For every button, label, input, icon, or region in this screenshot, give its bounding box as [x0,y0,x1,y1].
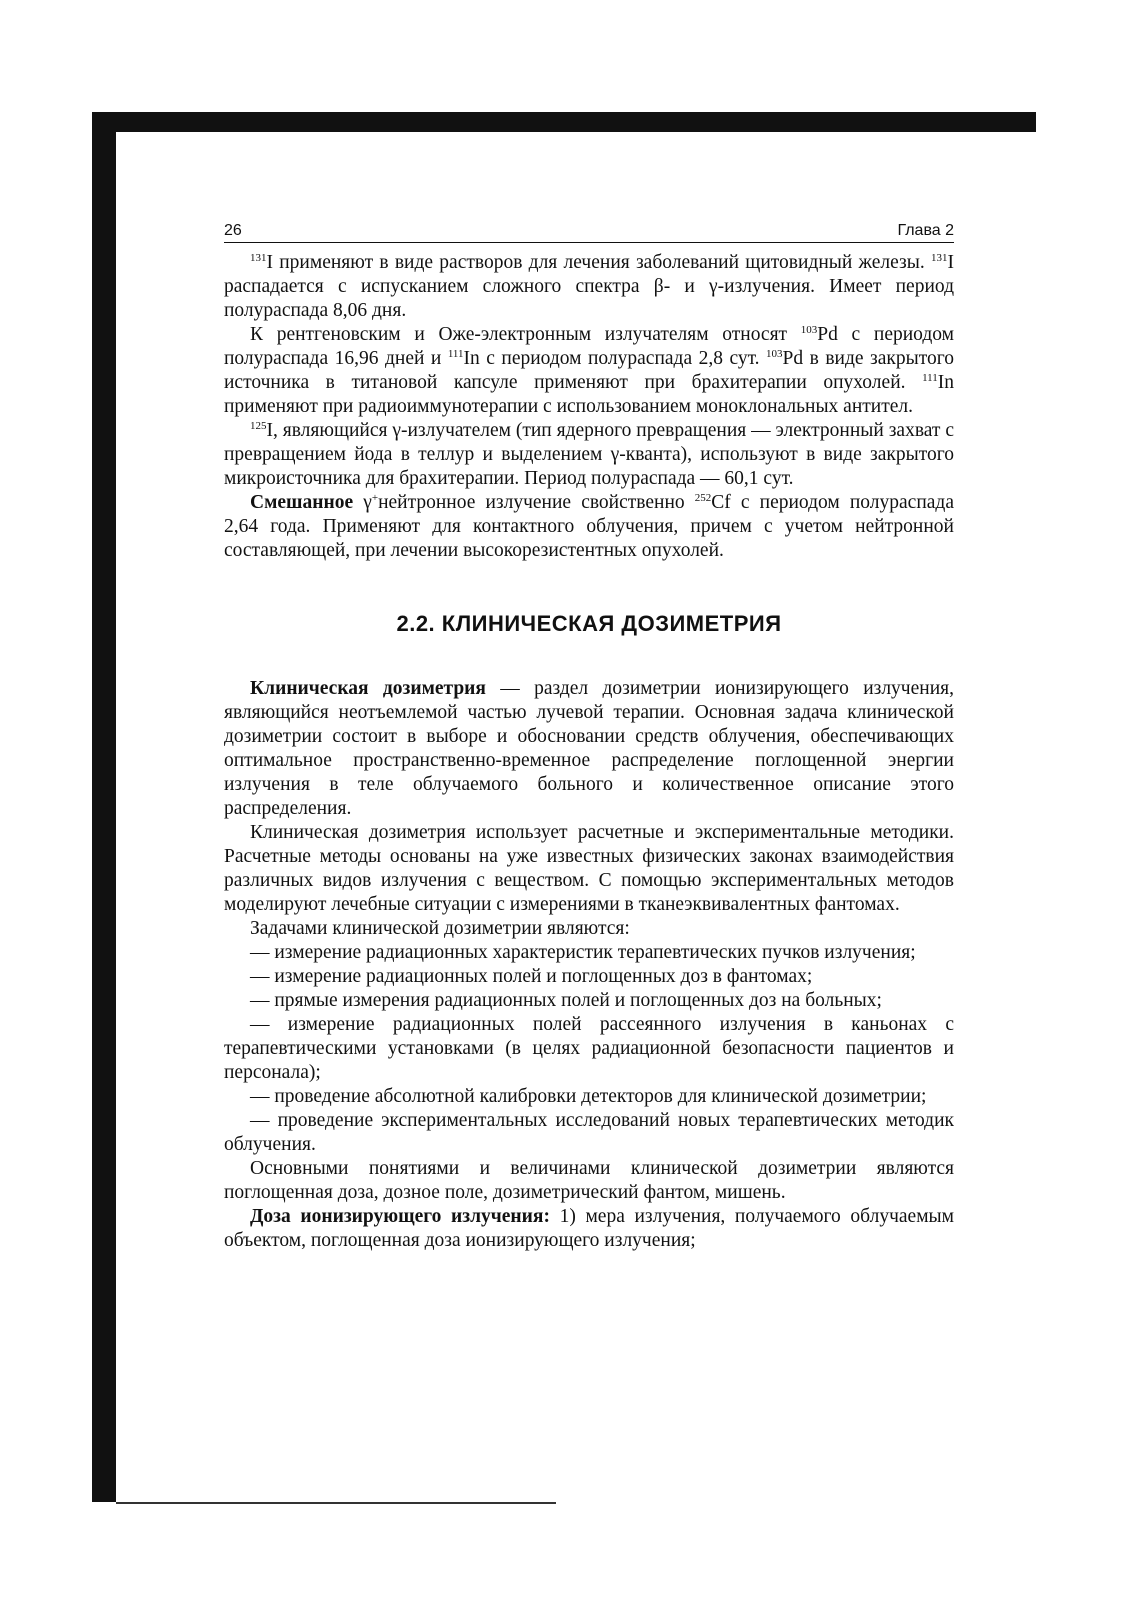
text-span: I распадается с испусканием сложного спектра β- и γ-излучения. Имеет период полураспада 8,06 дня. [224,252,954,321]
text-span: нейтронное излучение свойственно [378,492,695,513]
isotope-mass: 252 [694,492,712,504]
paragraph-concepts: Основными понятиями и величинами клинической дозиметрии являются поглощенная доза, дозное поле, дозиметрический фантом, мишень. [224,1158,954,1203]
text-span: γ [353,492,372,513]
paragraph-pd-in [224,323,954,419]
superscript: + [371,492,379,504]
isotope-mass: 131 [931,252,948,264]
list-item: — измерение радиационных характеристик терапевтических пучков излучения; [250,942,916,963]
text-span: In с периодом полураспада 2,8 сут. [463,348,767,369]
text-span: In применяют при радиоиммунотерапии с использованием моноклональных антител. [224,372,954,417]
text-span: I применяют в виде растворов для лечения заболеваний щитовидный железы. [266,252,931,273]
isotope-mass: 125 [250,420,267,432]
scan-edge-bottom [116,1502,556,1504]
isotope-mass: 131 [250,252,267,264]
list-item: — проведение абсолютной калибровки детекторов для клинической дозиметрии; [250,1086,927,1107]
bold-term: Смешанное [250,492,354,513]
paragraph-californium [224,491,954,563]
text-span: Pd с периодом полураспада 16,96 дней и [224,324,954,369]
text-span: К рентгеновским и Оже-электронным излучателям относят [250,324,801,345]
paragraph-dose-definition [224,1205,954,1253]
isotope-mass: 103 [766,348,783,360]
isotope-mass: 111 [447,348,464,360]
paragraph-iodine-131 [224,251,954,323]
list-item: — измерение радиационных полей рассеянного излучения в каньонах с терапевтическими установками (в целях радиационной безопасности пациентов и персонала); [224,1014,954,1083]
text-span: I, являющийся γ-излучателем (тип ядерного превращения — электронный захват с превращением йода в теллур и выделением γ-кванта), используют в виде закрытого микроисточника для брахитерапии. Период полураспада — 60,1 сут. [224,420,954,489]
bold-term: Клиническая дозиметрия [250,678,486,699]
list-item: — прямые измерения радиационных полей и поглощенных доз на больных; [250,990,882,1011]
running-head [224,222,954,243]
list-item: — проведение экспериментальных исследований новых терапевтических методик облучения. [224,1110,954,1155]
paragraph-definition [224,677,954,821]
paragraph-iodine-125 [224,419,954,491]
text-span: Pd в виде закрытого источника в титановой капсуле применяют при брахитерапии опухолей. [224,348,954,393]
text-span: 1) мера излучения, получаемого облучаемым объектом, поглощенная доза ионизирующего излучения; [224,1206,954,1251]
book-page [224,222,954,1253]
section-heading: 2.2. КЛИНИЧЕСКАЯ ДОЗИМЕТРИЯ [396,611,782,636]
paragraph-methods: Клиническая дозиметрия использует расчетные и экспериментальные методики. Расчетные методы основаны на уже известных физических законах взаимодействия различных видов излучения с веществом. С помощью экспериментальных методов моделируют лечебные ситуации с измерениями в тканеэквивалентных фантомах. [224,822,954,915]
scan-border-left [92,112,116,1502]
isotope-mass: 103 [800,324,818,336]
text-span: Cf с периодом полураспада 2,64 года. Применяют для контактного облучения, причем с учетом нейтронной составляющей, при лечении высокорезистентных опухолей. [224,492,954,561]
list-item: — измерение радиационных полей и поглощенных доз в фантомах; [250,966,813,987]
page-number: 26 [224,222,242,239]
bold-term: Доза ионизирующего излучения: [250,1206,550,1227]
text-span: — раздел дозиметрии ионизирующего излучения, являющийся неотъемлемой частью лучевой терапии. Основная задача клинической дозиметрии состоит в выборе и обосновании средств облучения, обеспечивающих оптимальное пространственно-временное распределение поглощенной энергии излучения в теле облучаемого больного и количественное описание этого распределения. [224,678,954,819]
paragraph-tasks-intro: Задачами клинической дозиметрии являются: [250,918,630,939]
isotope-mass: 111 [922,372,938,384]
scan-border-top [92,112,1036,132]
chapter-label: Глава 2 [897,222,954,239]
body-text-bottom [224,677,954,1253]
body-text-top [224,251,954,563]
